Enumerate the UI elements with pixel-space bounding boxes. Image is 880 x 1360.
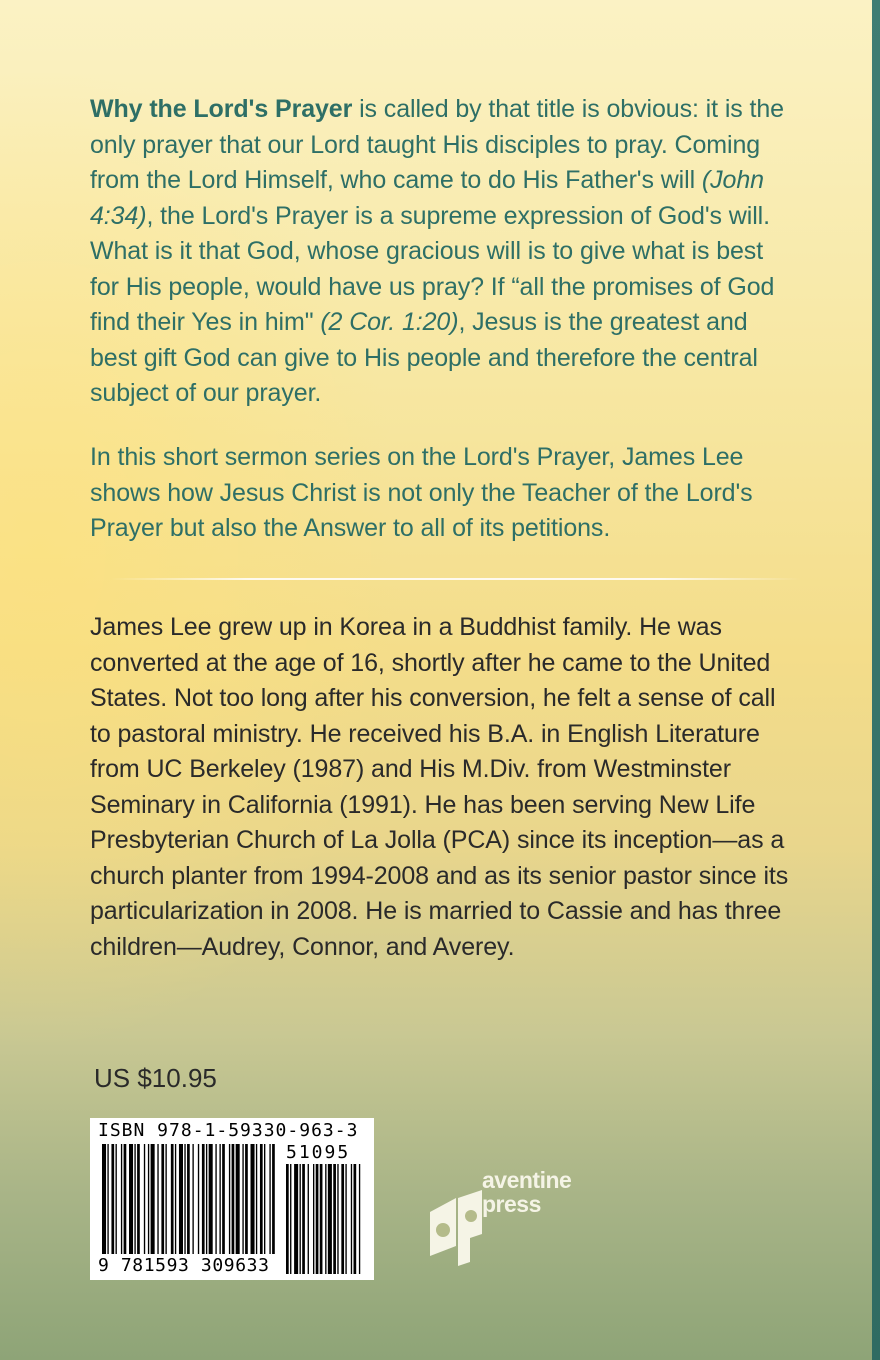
scripture-reference-1: (John 4:34) <box>90 166 764 230</box>
barcode-bar <box>219 1144 220 1254</box>
scripture-reference-2: (2 Cor. 1:20) <box>320 308 459 336</box>
barcode-bar <box>251 1144 255 1254</box>
barcode-bar <box>260 1144 263 1254</box>
barcode-bar <box>202 1144 205 1254</box>
barcode-addon-bar <box>359 1164 360 1274</box>
blurb-paragraph-2: In this short sermon series on the Lord's Prayer, James Lee shows how Jesus Christ is not only the Teacher of the Lord's Prayer but also the Answer to all of its petitions. <box>90 443 753 542</box>
barcode-bar <box>232 1144 235 1254</box>
barcode-addon-bar <box>300 1164 301 1274</box>
barcode-bar <box>107 1144 108 1254</box>
barcode-bar <box>184 1144 185 1254</box>
barcode-bar <box>165 1144 166 1254</box>
barcode-addon-bar <box>351 1164 352 1274</box>
barcode-bar <box>157 1144 158 1254</box>
barcode-bar <box>206 1144 207 1254</box>
barcode-addon-bar <box>333 1164 336 1274</box>
publisher-logo <box>426 1168 596 1268</box>
barcode-bar <box>129 1144 133 1254</box>
barcode-bar <box>198 1144 199 1254</box>
barcode-bar <box>179 1144 183 1254</box>
barcode-bar <box>245 1144 248 1254</box>
barcode-addon-bar <box>302 1164 305 1274</box>
barcode-bar <box>171 1144 174 1254</box>
barcode-bar <box>229 1144 230 1254</box>
spine-edge <box>872 0 880 1360</box>
section-divider <box>110 578 800 580</box>
barcode-addon-bar <box>337 1164 338 1274</box>
barcode-bar <box>148 1144 149 1254</box>
barcode-bar <box>121 1144 122 1254</box>
ap-monogram-icon <box>426 1168 486 1268</box>
barcode-addon-bar <box>341 1164 344 1274</box>
barcode-ean-digits: 9 781593 309633 <box>98 1255 270 1276</box>
publisher-name-line2: press <box>482 1191 541 1217</box>
barcode-bar <box>124 1144 127 1254</box>
barcode-bar <box>134 1144 135 1254</box>
blurb-lead: Why the Lord's Prayer <box>90 95 353 123</box>
barcode-bar <box>111 1144 114 1254</box>
barcode-bar <box>116 1144 117 1254</box>
barcode-bar <box>236 1144 240 1254</box>
barcode-addon-bar <box>290 1164 291 1274</box>
barcode-bar <box>187 1144 190 1254</box>
blurb-text-b: , the Lord's Prayer is a supreme expression of God's will. What is it that God, whose gracious will is to give what is best for His people, would have us pray? If “all the promises of God find their Yes in him" <box>90 201 775 336</box>
barcode-addon-bar <box>328 1164 332 1274</box>
barcode-bar <box>272 1144 275 1254</box>
barcode-addon-bar <box>294 1164 298 1274</box>
price-label: US $10.95 <box>94 1063 217 1093</box>
barcode-bar <box>222 1144 225 1254</box>
barcode-bar <box>264 1144 265 1254</box>
barcode-bar <box>175 1144 176 1254</box>
barcode-bar <box>269 1144 270 1254</box>
barcode-addon-bar <box>345 1164 346 1274</box>
barcode-bar <box>102 1144 106 1254</box>
barcode-bar <box>137 1144 140 1254</box>
blurb-text-a: is called by that title is obvious: it is the only prayer that our Lord taught His disciples to pray. Coming from the Lord Himself, who came to do His Father's will <box>90 95 784 194</box>
barcode-bar <box>256 1144 257 1254</box>
blurb-paragraph-1 <box>90 92 790 412</box>
barcode-addon-bar <box>286 1164 289 1274</box>
isbn-barcode <box>90 1118 374 1280</box>
barcode-addon-bar <box>325 1164 326 1274</box>
barcode-addon-digits: 51095 <box>286 1142 351 1163</box>
barcode-addon-bar <box>354 1164 357 1274</box>
barcode-addon-bar <box>308 1164 309 1274</box>
publisher-name-line1: aventine <box>482 1167 572 1193</box>
barcode-bar <box>209 1144 213 1254</box>
barcode-bar <box>215 1144 216 1254</box>
barcode-addon-bar <box>313 1164 314 1274</box>
author-bio: James Lee grew up in Korea in a Buddhist family. He was converted at the age of 16, shortly after he came to the United States. Not too long after his conversion, he felt a sense of call to pastoral ministry. He received his B.A. in English Literature from UC Berkeley (1987) and His M.Div. from Westminster Seminary in California (1991). He has been serving New Life Presbyterian Church of La Jolla (PCA) since its inception—as a church planter from 1994-2008 and as its senior pastor since its particularization in 2008. He is married to Cassie and has three children—Audrey, Connor, and Averey. <box>90 613 789 961</box>
barcode-addon-bar <box>316 1164 319 1274</box>
barcode-bar <box>144 1144 145 1254</box>
barcode-bar <box>242 1144 243 1254</box>
isbn-label: ISBN 978-1-59330-963-3 <box>98 1120 359 1141</box>
barcode-bar <box>192 1144 193 1254</box>
barcode-addon-bar <box>320 1164 323 1274</box>
barcode-bar <box>161 1144 164 1254</box>
blurb-text-c: , Jesus is the greatest and best gift God can give to His people and therefore the central subject of our prayer. <box>90 308 758 407</box>
barcode-bar <box>151 1144 155 1254</box>
